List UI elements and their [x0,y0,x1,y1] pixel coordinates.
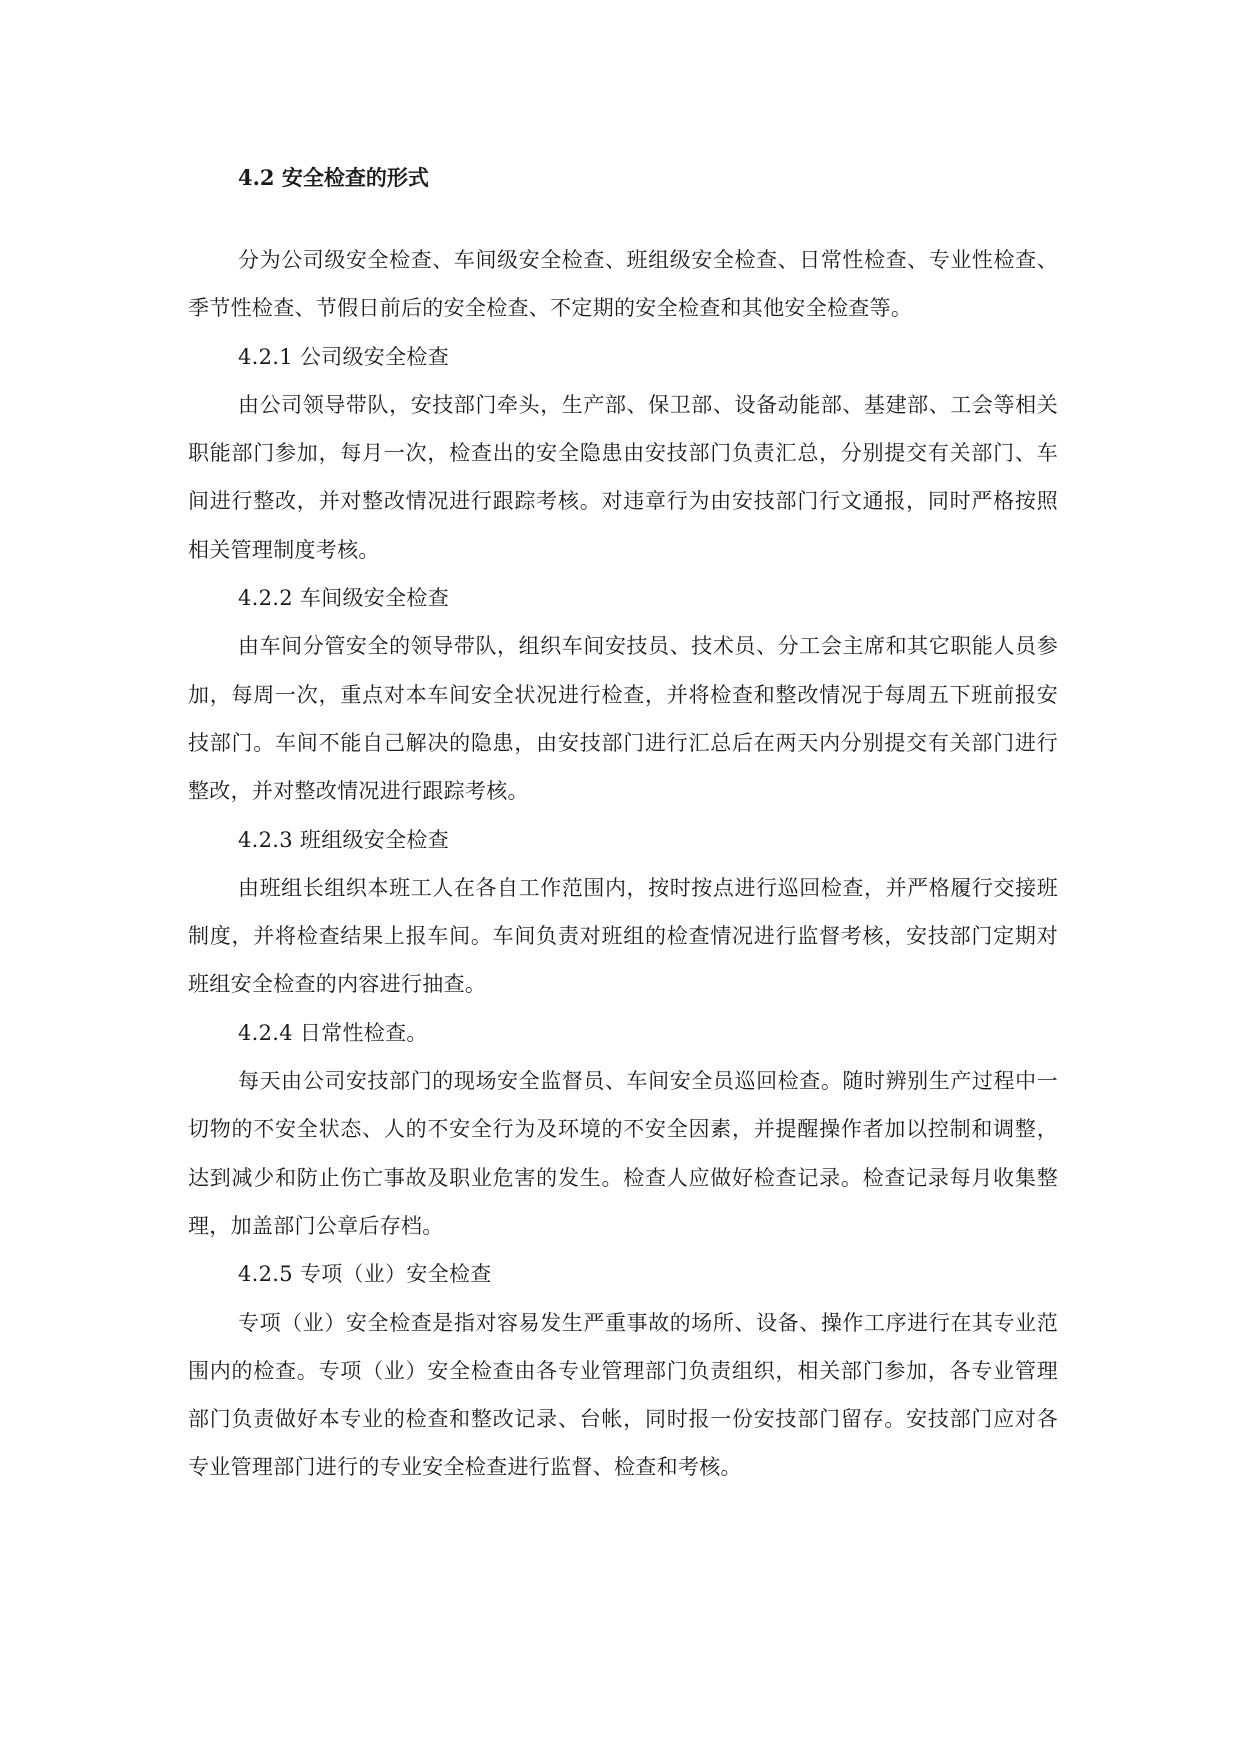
subsection-title-workshop: 4.2.2 车间级安全检查 [238,586,450,611]
subsection-body-daily: 每天由公司安技部门的现场安全监督员、车间安全员巡回检查。随时辨别生产过程中一切物的不安全状态、人的不安全行为及环境的不安全因素，并提醒操作者加以控制和调整，达到减少和防止伤亡事故及职业危害的发生。检查人应做好检查记录。检查记录每月收集整理，加盖部门公章后存档。 [188,1069,1058,1238]
document-page [188,160,1058,1492]
subsection-title-company: 4.2.1 公司级安全检查 [238,344,450,369]
subsection-title-daily: 4.2.4 日常性检查。 [238,1020,428,1045]
subsection-title-special: 4.2.5 专项（业）安全检查 [238,1262,492,1287]
subsection-body-team: 由班组长组织本班工人在各自工作范围内，按时按点进行巡回检查，并严格履行交接班制度，并将检查结果上报车间。车间负责对班组的检查情况进行监督考核，安技部门定期对班组安全检查的内容进行抽查。 [188,875,1058,997]
subsection-body-workshop: 由车间分管安全的领导带队，组织车间安技员、技术员、分工会主席和其它职能人员参加，每周一次，重点对本车间安全状况进行检查，并将检查和整改情况于每周五下班前报安技部门。车间不能自己解决的隐患，由安技部门进行汇总后在两天内分别提交有关部门进行整改，并对整改情况进行跟踪考核。 [188,634,1058,804]
subsection-title-team: 4.2.3 班组级安全检查 [238,827,450,852]
subsection-body-company: 由公司领导带队，安技部门牵头，生产部、保卫部、设备动能部、基建部、工会等相关职能部门参加，每月一次，检查出的安全隐患由安技部门负责汇总，分别提交有关部门、车间进行整改，并对整改情况进行跟踪考核。对违章行为由安技部门行文通报，同时严格按照相关管理制度考核。 [188,392,1058,562]
intro-paragraph: 分为公司级安全检查、车间级安全检查、班组级安全检查、日常性检查、专业性检查、季节性检查、节假日前后的安全检查、不定期的安全检查和其他安全检查等。 [188,248,1058,321]
subsection-body-special: 专项（业）安全检查是指对容易发生严重事故的场所、设备、操作工序进行在其专业范围内的检查。专项（业）安全检查由各专业管理部门负责组织，相关部门参加，各专业管理部门负责做好本专业的检查和整改记录、台帐，同时报一份安技部门留存。安技部门应对各专业管理部门进行的专业安全检查进行监督、检查和考核。 [188,1310,1058,1480]
section-heading: 4.2 安全检查的形式 [238,165,429,190]
